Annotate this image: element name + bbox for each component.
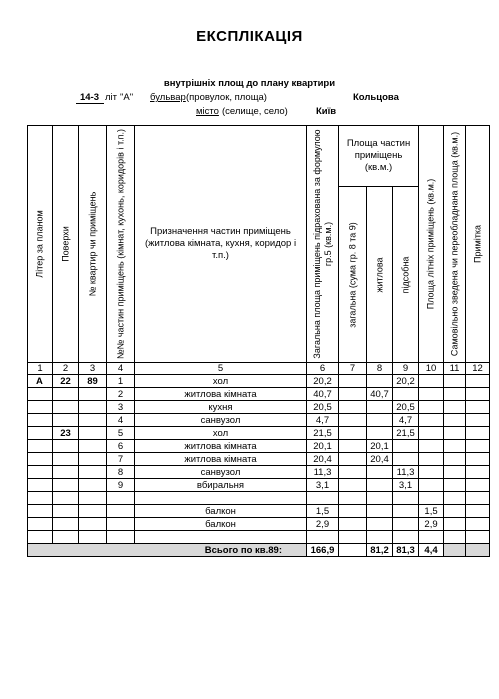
totals-note	[466, 544, 490, 557]
cell-living	[367, 414, 393, 427]
cell-living	[367, 479, 393, 492]
header-summer-area: Площа літніх приміщень (кв.м.)	[419, 126, 444, 363]
cell-summer	[419, 414, 444, 427]
cell-floor	[53, 414, 79, 427]
cell-unauthorized	[444, 505, 466, 518]
cell-parts-total	[339, 453, 367, 466]
cell-summer	[419, 466, 444, 479]
cell-apartment	[79, 453, 107, 466]
cell-floor	[53, 440, 79, 453]
cell-unauthorized	[444, 440, 466, 453]
cell-parts-total	[339, 466, 367, 479]
cell-aux	[393, 492, 419, 505]
cell-letter	[28, 427, 53, 440]
cell-summer	[419, 479, 444, 492]
cell-unauthorized	[444, 401, 466, 414]
cell-floor	[53, 479, 79, 492]
cell-part-no: 3	[107, 401, 135, 414]
cell-parts-total	[339, 375, 367, 388]
cell-apartment	[79, 440, 107, 453]
cell-letter	[28, 414, 53, 427]
cell-letter	[28, 466, 53, 479]
table-row	[28, 505, 490, 518]
cell-summer	[419, 492, 444, 505]
header-floors: Поверхи	[53, 126, 79, 363]
header-unauthorized-area: Самовільно зведена чи переобладнана площа (кв.м.)	[444, 126, 466, 363]
cell-aux: 3,1	[393, 479, 419, 492]
header-parts-area: Площа частин приміщень (кв.м.)	[339, 126, 419, 187]
totals-label: Всього по кв.89:	[28, 544, 307, 557]
cell-aux	[393, 453, 419, 466]
cell-purpose: балкон	[135, 505, 307, 518]
column-number: 8	[367, 363, 393, 375]
cell-apartment	[79, 518, 107, 531]
cell-apartment	[79, 479, 107, 492]
table-row	[28, 466, 490, 479]
cell-note	[466, 479, 490, 492]
cell-total-area: 11,3	[307, 466, 339, 479]
cell-letter	[28, 388, 53, 401]
table-row	[28, 375, 490, 388]
cell-aux	[393, 505, 419, 518]
cell-note	[466, 375, 490, 388]
address-street-type: бульвар	[150, 92, 186, 103]
cell-aux: 20,2	[393, 375, 419, 388]
cell-unauthorized	[444, 518, 466, 531]
cell-letter	[28, 492, 53, 505]
cell-aux: 4,7	[393, 414, 419, 427]
cell-note	[466, 401, 490, 414]
cell-apartment	[79, 531, 107, 544]
table-row	[28, 427, 490, 440]
table-row	[28, 414, 490, 427]
cell-apartment	[79, 466, 107, 479]
cell-note	[466, 466, 490, 479]
header-total-area: Загальна площа приміщень підрахована за формулою гр.5 (кв.м.)	[307, 126, 339, 363]
column-number: 2	[53, 363, 79, 375]
table-body	[28, 375, 490, 544]
cell-summer	[419, 388, 444, 401]
cell-aux	[393, 531, 419, 544]
column-number: 11	[444, 363, 466, 375]
cell-apartment: 89	[79, 375, 107, 388]
cell-purpose	[135, 492, 307, 505]
cell-total-area: 40,7	[307, 388, 339, 401]
cell-unauthorized	[444, 453, 466, 466]
cell-summer: 1,5	[419, 505, 444, 518]
header-purpose: Призначення частин приміщень (житлова кімната, кухня, коридор і т.п.)	[135, 126, 307, 363]
column-numbers-row	[28, 363, 490, 375]
cell-aux: 20,5	[393, 401, 419, 414]
cell-parts-total	[339, 479, 367, 492]
cell-aux	[393, 440, 419, 453]
cell-letter	[28, 518, 53, 531]
cell-purpose: хол	[135, 375, 307, 388]
cell-parts-total	[339, 492, 367, 505]
document-subtitle: внутрішніх площ до плану квартири	[163, 78, 336, 89]
cell-living	[367, 492, 393, 505]
cell-note	[466, 531, 490, 544]
cell-living: 20,1	[367, 440, 393, 453]
totals-aux: 81,3	[393, 544, 419, 557]
cell-floor	[53, 401, 79, 414]
cell-floor	[53, 518, 79, 531]
cell-part-no: 7	[107, 453, 135, 466]
header-auxiliary: підсобна	[393, 187, 419, 363]
cell-apartment	[79, 401, 107, 414]
cell-apartment	[79, 492, 107, 505]
cell-apartment	[79, 505, 107, 518]
cell-living	[367, 518, 393, 531]
cell-floor: 23	[53, 427, 79, 440]
cell-parts-total	[339, 388, 367, 401]
header-part-no: №№ частин приміщень (кімнат, кухонь, коридорів і т.п.)	[107, 126, 135, 363]
cell-floor	[53, 531, 79, 544]
cell-total-area: 3,1	[307, 479, 339, 492]
cell-note	[466, 388, 490, 401]
number-underline	[76, 103, 104, 104]
cell-living	[367, 401, 393, 414]
cell-purpose: санвузол	[135, 414, 307, 427]
header-parts-total: загальна (сума гр. 8 та 9)	[339, 187, 367, 363]
cell-letter	[28, 531, 53, 544]
address-street-type-rest: (провулок, площа)	[186, 92, 267, 103]
totals-parts-total	[339, 544, 367, 557]
cell-parts-total	[339, 414, 367, 427]
cell-purpose: балкон	[135, 518, 307, 531]
document-title: ЕКСПЛІКАЦІЯ	[196, 28, 303, 45]
cell-floor	[53, 466, 79, 479]
cell-unauthorized	[444, 414, 466, 427]
cell-summer	[419, 440, 444, 453]
address-city-name: Київ	[316, 106, 337, 117]
cell-note	[466, 440, 490, 453]
column-number: 12	[466, 363, 490, 375]
cell-parts-total	[339, 505, 367, 518]
table-row	[28, 518, 490, 531]
cell-purpose: хол	[135, 427, 307, 440]
cell-part-no: 5	[107, 427, 135, 440]
cell-unauthorized	[444, 479, 466, 492]
cell-unauthorized	[444, 492, 466, 505]
cell-purpose: житлова кімната	[135, 388, 307, 401]
cell-letter: А	[28, 375, 53, 388]
cell-summer	[419, 401, 444, 414]
column-number: 7	[339, 363, 367, 375]
header-apartment-no: № квартир чи приміщень	[79, 126, 107, 363]
cell-floor	[53, 492, 79, 505]
header-letter-plan: Літер за планом	[28, 126, 53, 363]
cell-unauthorized	[444, 531, 466, 544]
cell-living	[367, 505, 393, 518]
cell-living	[367, 375, 393, 388]
table-row	[28, 531, 490, 544]
column-number: 9	[393, 363, 419, 375]
cell-apartment	[79, 427, 107, 440]
address-street-name: Кольцова	[353, 92, 399, 103]
cell-living	[367, 427, 393, 440]
cell-unauthorized	[444, 427, 466, 440]
cell-note	[466, 453, 490, 466]
cell-purpose: житлова кімната	[135, 440, 307, 453]
cell-living	[367, 531, 393, 544]
cell-purpose	[135, 531, 307, 544]
cell-parts-total	[339, 531, 367, 544]
totals-unauthorized	[444, 544, 466, 557]
cell-note	[466, 414, 490, 427]
cell-aux: 21,5	[393, 427, 419, 440]
cell-letter	[28, 505, 53, 518]
cell-aux	[393, 518, 419, 531]
cell-total-area: 2,9	[307, 518, 339, 531]
cell-purpose: житлова кімната	[135, 453, 307, 466]
cell-part-no: 2	[107, 388, 135, 401]
column-number: 1	[28, 363, 53, 375]
cell-part-no: 1	[107, 375, 135, 388]
cell-total-area	[307, 492, 339, 505]
column-number: 5	[135, 363, 307, 375]
cell-letter	[28, 479, 53, 492]
table-row	[28, 492, 490, 505]
cell-total-area: 4,7	[307, 414, 339, 427]
cell-part-no	[107, 505, 135, 518]
address-city-type: місто	[196, 106, 219, 117]
table-row	[28, 388, 490, 401]
totals-summer: 4,4	[419, 544, 444, 557]
cell-total-area	[307, 531, 339, 544]
cell-note	[466, 427, 490, 440]
cell-summer	[419, 427, 444, 440]
cell-living	[367, 466, 393, 479]
cell-part-no	[107, 518, 135, 531]
column-number: 10	[419, 363, 444, 375]
cell-note	[466, 492, 490, 505]
cell-parts-total	[339, 401, 367, 414]
cell-apartment	[79, 388, 107, 401]
header-row-1	[28, 126, 490, 187]
totals-total: 166,9	[307, 544, 339, 557]
cell-total-area: 1,5	[307, 505, 339, 518]
totals-row	[28, 544, 490, 557]
cell-total-area: 20,2	[307, 375, 339, 388]
cell-unauthorized	[444, 466, 466, 479]
table-row	[28, 479, 490, 492]
cell-floor: 22	[53, 375, 79, 388]
cell-part-no	[107, 492, 135, 505]
cell-total-area: 20,4	[307, 453, 339, 466]
cell-unauthorized	[444, 388, 466, 401]
cell-part-no: 9	[107, 479, 135, 492]
cell-aux: 11,3	[393, 466, 419, 479]
cell-letter	[28, 453, 53, 466]
cell-summer: 2,9	[419, 518, 444, 531]
cell-unauthorized	[444, 375, 466, 388]
column-number: 3	[79, 363, 107, 375]
address-number: 14-3	[80, 92, 100, 103]
address-letter: "А"	[120, 92, 134, 103]
cell-total-area: 20,1	[307, 440, 339, 453]
cell-part-no: 6	[107, 440, 135, 453]
cell-purpose: вбиральня	[135, 479, 307, 492]
cell-summer	[419, 531, 444, 544]
header-note: Примітка	[466, 126, 490, 363]
cell-apartment	[79, 414, 107, 427]
table-row	[28, 440, 490, 453]
cell-floor	[53, 388, 79, 401]
header-living: житлова	[367, 187, 393, 363]
column-number: 4	[107, 363, 135, 375]
cell-floor	[53, 505, 79, 518]
cell-purpose: санвузол	[135, 466, 307, 479]
column-number: 6	[307, 363, 339, 375]
address-city-type-rest: (селище, село)	[222, 106, 288, 117]
cell-part-no: 8	[107, 466, 135, 479]
cell-part-no: 4	[107, 414, 135, 427]
cell-purpose: кухня	[135, 401, 307, 414]
cell-parts-total	[339, 440, 367, 453]
cell-living: 40,7	[367, 388, 393, 401]
explication-table	[27, 125, 490, 557]
cell-aux	[393, 388, 419, 401]
cell-summer	[419, 453, 444, 466]
cell-total-area: 21,5	[307, 427, 339, 440]
cell-note	[466, 505, 490, 518]
cell-total-area: 20,5	[307, 401, 339, 414]
address-letter-prefix: літ	[105, 92, 118, 103]
table-row	[28, 453, 490, 466]
cell-floor	[53, 453, 79, 466]
cell-parts-total	[339, 518, 367, 531]
cell-summer	[419, 375, 444, 388]
cell-living: 20,4	[367, 453, 393, 466]
totals-living: 81,2	[367, 544, 393, 557]
cell-parts-total	[339, 427, 367, 440]
cell-part-no	[107, 531, 135, 544]
table-row	[28, 401, 490, 414]
cell-letter	[28, 401, 53, 414]
cell-letter	[28, 440, 53, 453]
cell-note	[466, 518, 490, 531]
